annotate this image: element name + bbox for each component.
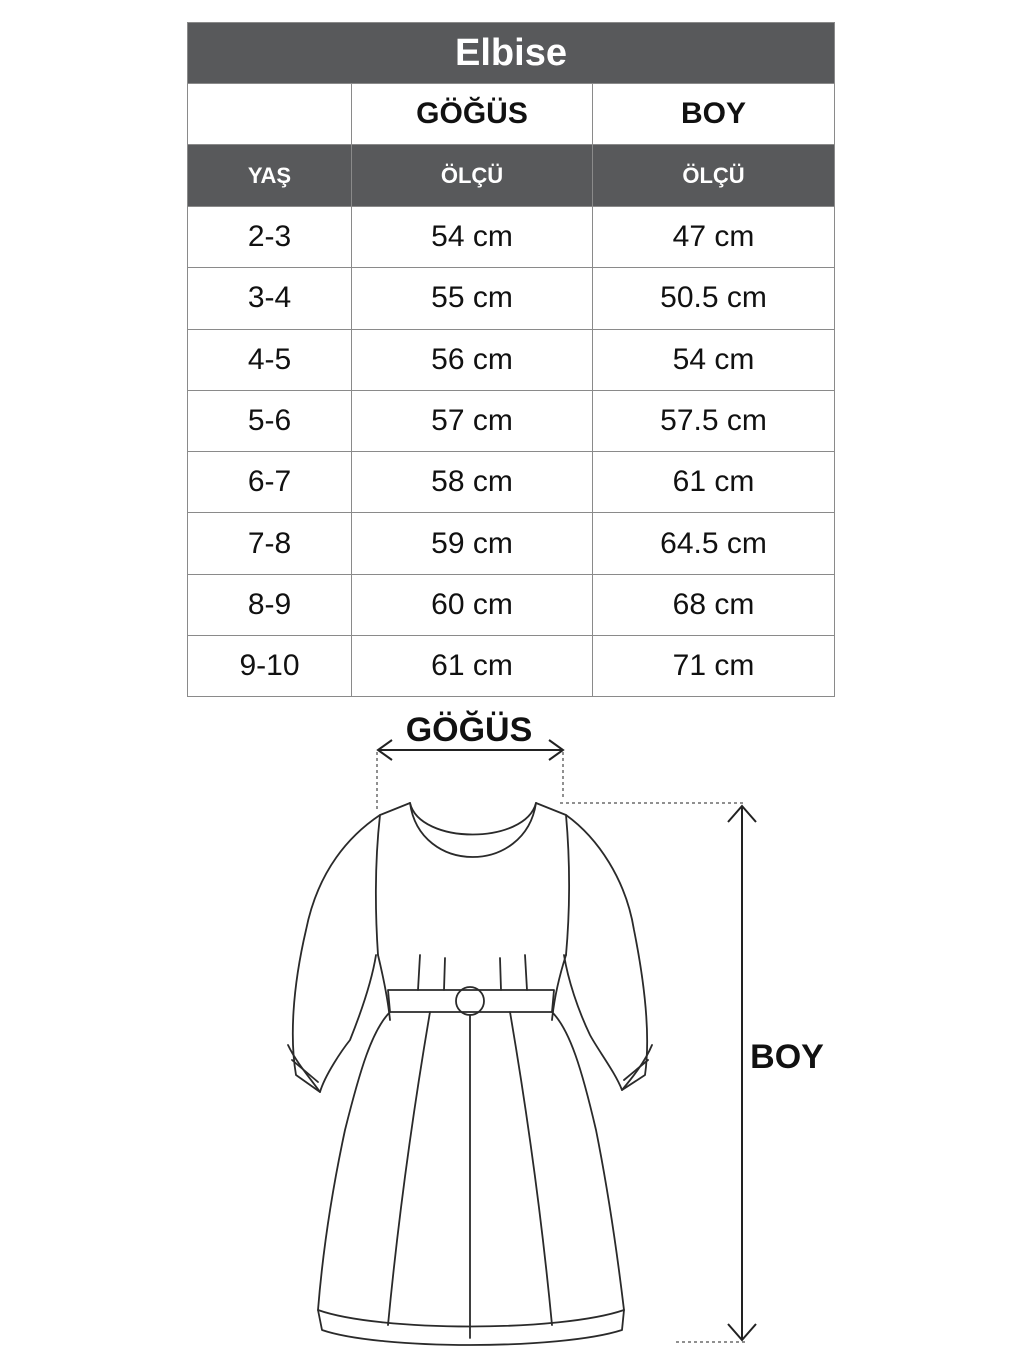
chest-cell: 57 cm bbox=[352, 390, 593, 451]
table-title-row bbox=[188, 23, 835, 84]
age-cell: 9-10 bbox=[188, 636, 352, 697]
length-cell: 57.5 cm bbox=[593, 390, 835, 451]
chest-cell: 59 cm bbox=[352, 513, 593, 574]
table-row bbox=[188, 513, 835, 574]
chest-label: GÖĞÜS bbox=[405, 711, 533, 749]
table-row bbox=[188, 390, 835, 451]
table-row bbox=[188, 452, 835, 513]
sub-header-age: YAŞ bbox=[188, 145, 352, 207]
chest-cell: 54 cm bbox=[352, 207, 593, 268]
sub-header-chest-size: ÖLÇÜ bbox=[352, 145, 593, 207]
table-row bbox=[188, 329, 835, 390]
table-row bbox=[188, 636, 835, 697]
table-row bbox=[188, 574, 835, 635]
dress-outline-icon bbox=[288, 803, 652, 1345]
length-cell: 64.5 cm bbox=[593, 513, 835, 574]
measure-header-length: BOY bbox=[593, 84, 835, 145]
chest-cell: 56 cm bbox=[352, 329, 593, 390]
age-cell: 3-4 bbox=[188, 268, 352, 329]
sub-header-row bbox=[188, 145, 835, 207]
size-chart-table bbox=[187, 22, 835, 697]
measure-header-chest: GÖĞÜS bbox=[352, 84, 593, 145]
length-cell: 50.5 cm bbox=[593, 268, 835, 329]
sub-header-length-size: ÖLÇÜ bbox=[593, 145, 835, 207]
length-cell: 68 cm bbox=[593, 574, 835, 635]
age-cell: 6-7 bbox=[188, 452, 352, 513]
measure-header-empty bbox=[188, 84, 352, 145]
length-measure-indicator bbox=[560, 803, 756, 1342]
chest-measure-indicator bbox=[377, 740, 563, 812]
table-row bbox=[188, 268, 835, 329]
chest-cell: 55 cm bbox=[352, 268, 593, 329]
length-cell: 61 cm bbox=[593, 452, 835, 513]
measure-header-row bbox=[188, 84, 835, 145]
dress-measurement-diagram bbox=[0, 700, 1020, 1360]
age-cell: 5-6 bbox=[188, 390, 352, 451]
length-label: BOY bbox=[750, 1038, 824, 1076]
chest-cell: 58 cm bbox=[352, 452, 593, 513]
length-cell: 47 cm bbox=[593, 207, 835, 268]
age-cell: 2-3 bbox=[188, 207, 352, 268]
chest-cell: 60 cm bbox=[352, 574, 593, 635]
table-row bbox=[188, 207, 835, 268]
age-cell: 8-9 bbox=[188, 574, 352, 635]
chest-cell: 61 cm bbox=[352, 636, 593, 697]
age-cell: 7-8 bbox=[188, 513, 352, 574]
table-title: Elbise bbox=[188, 23, 835, 84]
length-cell: 71 cm bbox=[593, 636, 835, 697]
age-cell: 4-5 bbox=[188, 329, 352, 390]
length-cell: 54 cm bbox=[593, 329, 835, 390]
